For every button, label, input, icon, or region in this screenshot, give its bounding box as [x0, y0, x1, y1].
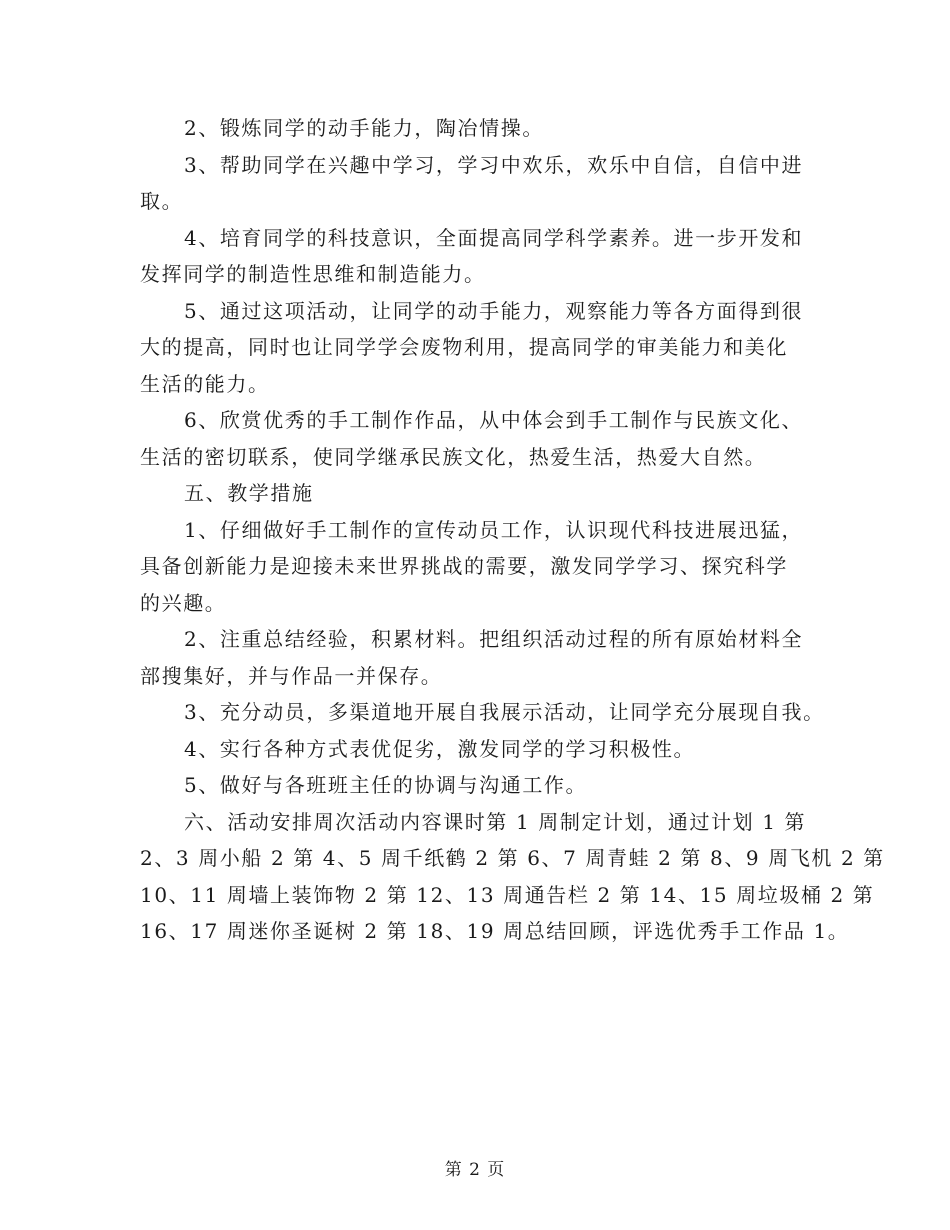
text-line: 五、教学措施 — [184, 481, 314, 505]
text-line: 发挥同学的制造性思维和制造能力。 — [140, 262, 486, 286]
text-line: 5、通过这项活动，让同学的动手能力，观察能力等各方面得到很 — [184, 298, 804, 323]
text-line: 2、3 周小船 2 第 4、5 周千纸鹤 2 第 6、7 周青蛙 2 第 8、9 周飞机 2 第 — [140, 846, 885, 870]
text-line: 取。 — [140, 189, 184, 213]
text-line: 大的提高，同时也让同学学会废物利用，提高同学的审美能力和美化 — [140, 335, 788, 359]
page-number: 第 2 页 — [444, 1160, 506, 1180]
text-line: 六、活动安排周次活动内容课时第 1 周制定计划，通过计划 1 第 — [184, 809, 807, 834]
text-line: 3、充分动员，多渠道地开展自我展示活动，让同学充分展现自我。 — [184, 700, 825, 724]
text-line: 4、培育同学的科技意识，全面提高同学科学素养。进一步开发和 — [184, 225, 804, 250]
text-line: 2、注重总结经验，积累材料。把组织活动过程的所有原始材料全 — [184, 627, 804, 651]
text-line: 2、锻炼同学的动手能力，陶冶情操。 — [184, 116, 544, 140]
text-line: 部搜集好，并与作品一并保存。 — [140, 663, 443, 688]
text-line: 5、做好与各班班主任的协调与沟通工作。 — [184, 773, 588, 797]
text-line: 16、17 周迷你圣诞树 2 第 18、19 周总结回顾，评选优秀手工作品 1。 — [140, 919, 850, 943]
text-line: 6、欣赏优秀的手工制作作品，从中体会到手工制作与民族文化、 — [184, 408, 804, 432]
text-line: 3、帮助同学在兴趣中学习，学习中欢乐，欢乐中自信，自信中进 — [184, 152, 804, 177]
text-line: 生活的密切联系，使同学继承民族文化，热爱生活，热爱大自然。 — [140, 444, 767, 469]
text-line: 1、仔细做好手工制作的宣传动员工作，认识现代科技进展迅猛， — [184, 517, 804, 542]
text-line: 4、实行各种方式表优促劣，激发同学的学习积极性。 — [184, 736, 696, 761]
text-line: 生活的能力。 — [140, 371, 270, 396]
document-body — [140, 110, 885, 950]
text-line: 具备创新能力是迎接未来世界挑战的需要，激发同学学习、探究科学 — [140, 554, 788, 578]
text-line: 10、11 周墙上装饰物 2 第 12、13 周通告栏 2 第 14、15 周垃圾桶 2 第 — [140, 882, 875, 907]
text-line: 的兴趣。 — [140, 590, 227, 615]
